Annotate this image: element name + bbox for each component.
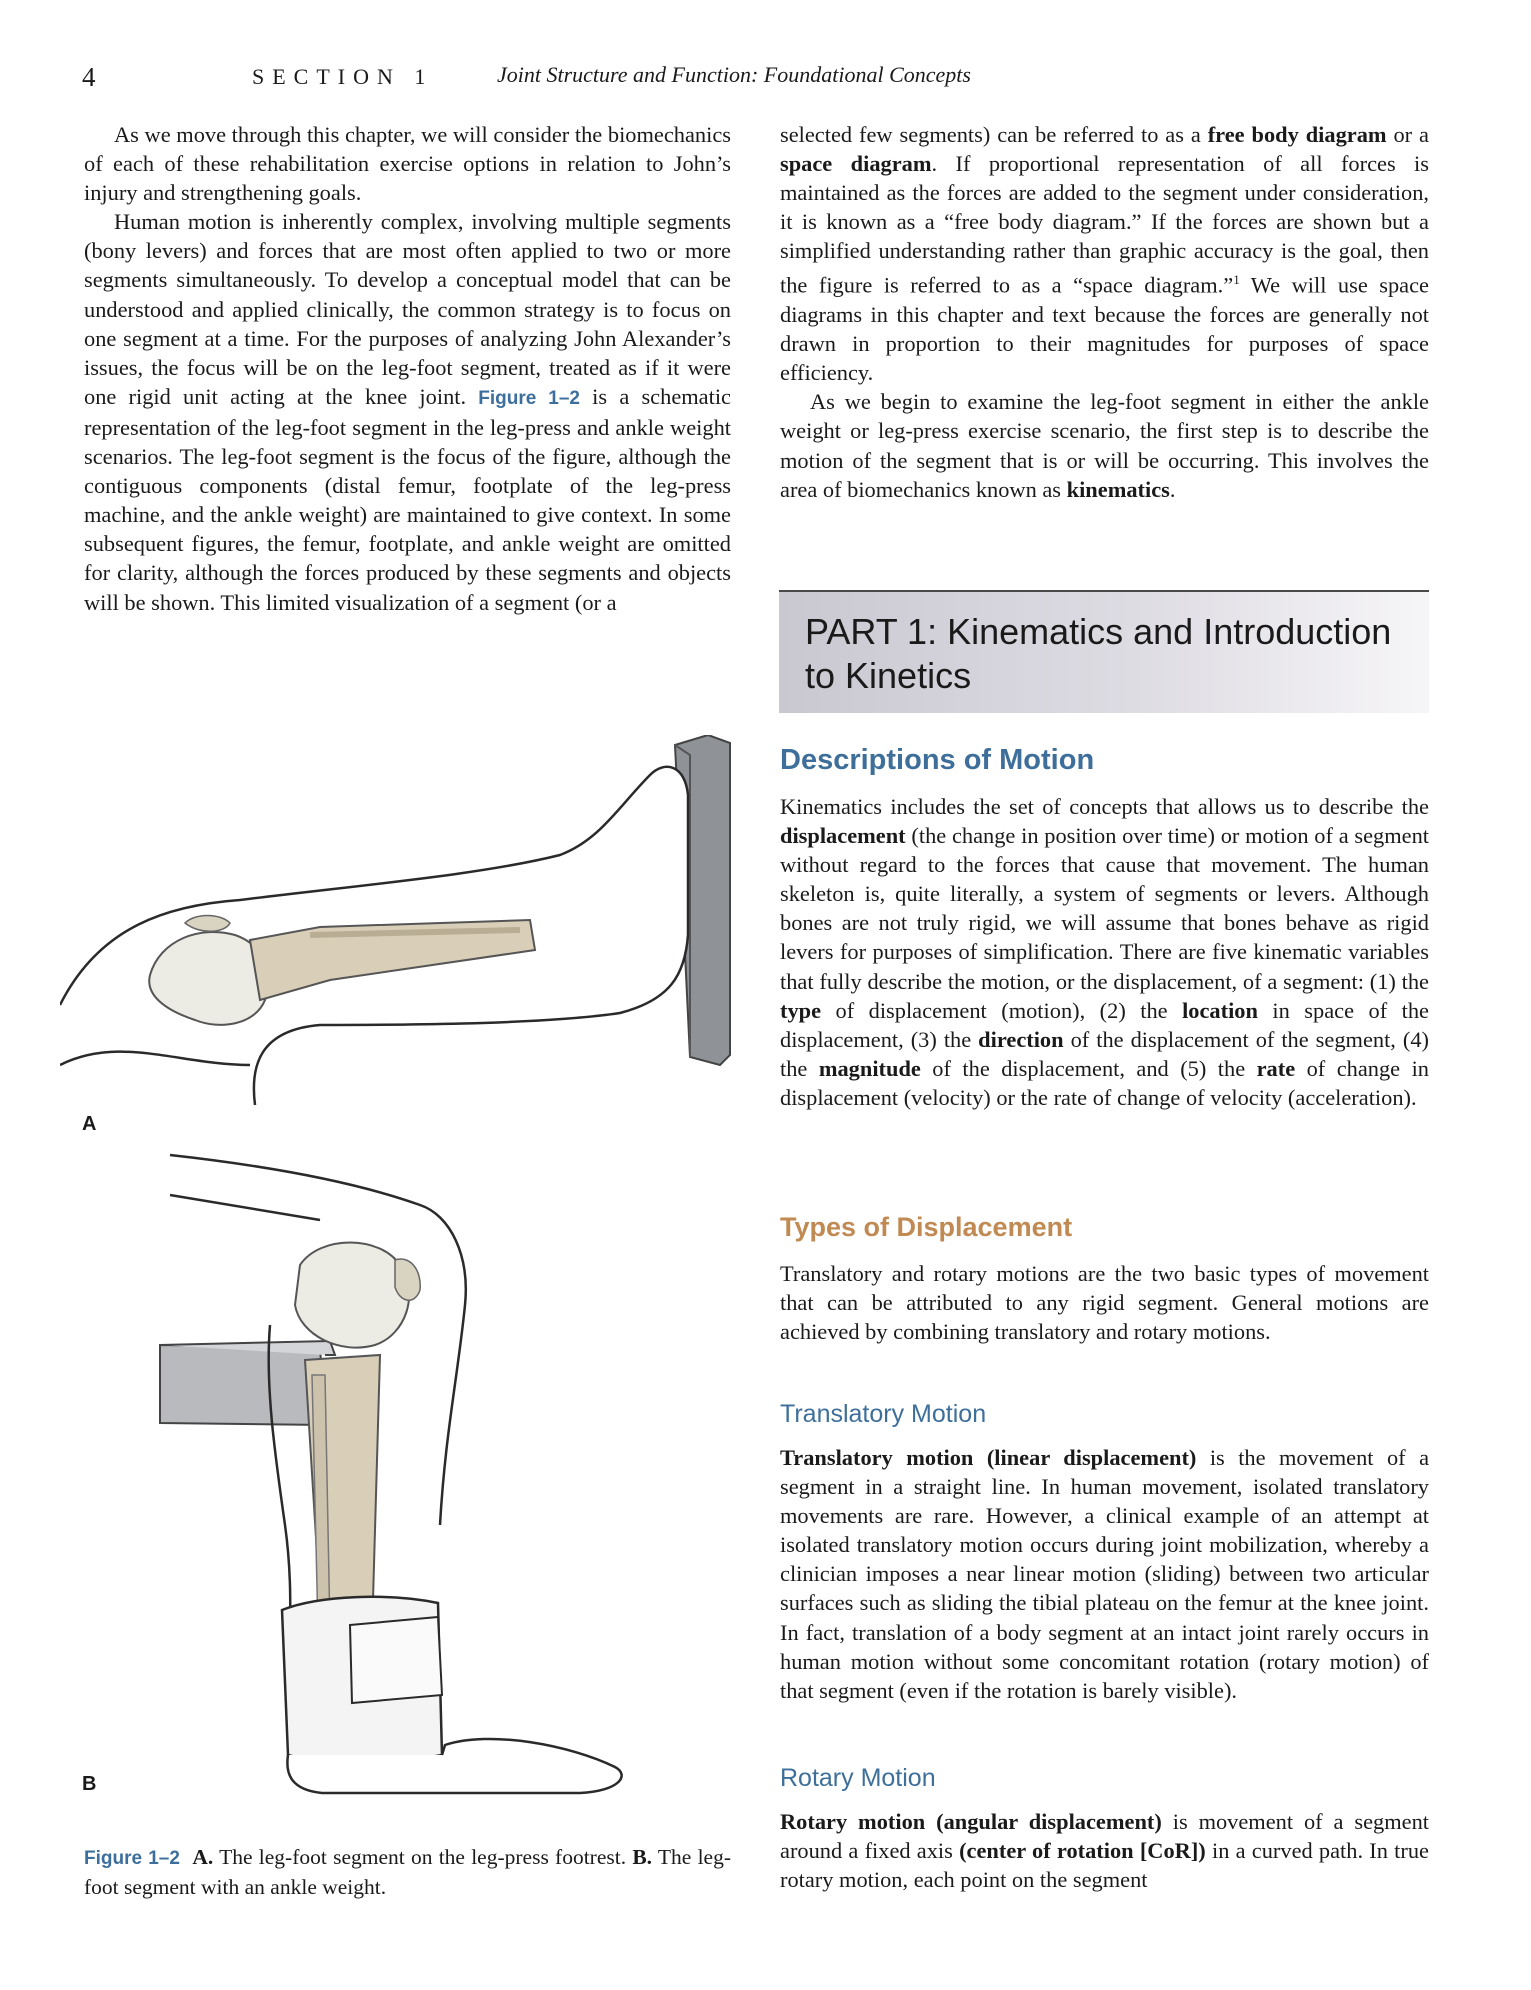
- paragraph: As we move through this chapter, we will consider the biomechanics of each of these rehabilitation exercise options in relation to John’s injury and strengthening goals.: [84, 122, 731, 206]
- figure-1-2: [60, 735, 750, 1795]
- part-heading-box: [779, 590, 1429, 713]
- sub-subsection-heading: Rotary Motion: [780, 1764, 936, 1792]
- page-number: 4: [82, 62, 96, 92]
- types-text: Translatory and rotary motions are the two basic types of movement that can be attributed to any rigid segment. General motions are achieved by combining translatory and rotary motions.: [780, 1261, 1429, 1345]
- panel-a-label: A: [82, 1113, 97, 1135]
- figure-caption: Figure 1–2 A. The leg-foot segment on the leg-press footrest. B. The leg-foot segment with an ankle weight.: [84, 1845, 731, 1899]
- paragraph: As we begin to examine the leg-foot segment in either the ankle weight or leg-press exercise scenario, the first step is to describe the motion of the segment that is or will be occurring. This involves the area of biomechanics known as kinematics.: [780, 389, 1429, 502]
- subsection-heading: Types of Displacement: [780, 1212, 1073, 1242]
- panel-a-drawing: [60, 735, 730, 1105]
- running-title: Joint Structure and Function: Foundational Concepts: [497, 62, 971, 87]
- panel-b-drawing: [160, 1155, 622, 1793]
- paragraph: selected few segments) can be referred to as a free body diagram or a space diagram. If proportional representation of all forces is maintained as the forces are added to the segment under consideration, it is known as a “free body diagram.” If the forces are shown but a simplified understanding rather than graphic accuracy is the goal, then the figure is referred to as a “space diagram.”$^1$ We will use space diagrams in this chapter and text because the forces are generally not drawn in proportion to their magnitudes for purposes of space efficiency.: [780, 122, 1429, 386]
- panel-b-label: B: [82, 1773, 97, 1795]
- descriptions-text: Kinematics includes the set of concepts that allows us to describe the displacement (the change in position over time) or motion of a segment without regard to the forces that cause that movement. The human skeleton is, quite literally, a system of segments or levers. Although bones are not truly rigid, we will assume that bones behave as rigid levers for purposes of simplification. There are five kinematic variables that fully describe the motion, or the displacement, of a segment: (1) the type of displacement (motion), (2) the location in space of the displacement, (3) the direction of the displacement of the segment, (4) the magnitude of the displacement, and (5) the rate of change in displacement (velocity) or the rate of change of velocity (acceleration).: [780, 794, 1429, 1110]
- figure-reference-link[interactable]: Figure 1–2: [478, 387, 580, 409]
- leg-illustration: [60, 735, 750, 1795]
- rotary-text: Rotary motion (angular displacement) is movement of a segment around a fixed axis (center of rotation [CoR]) in a curved path. In true rotary motion, each point on the segment: [780, 1809, 1429, 1893]
- section-heading: Descriptions of Motion: [780, 744, 1095, 776]
- left-column: [84, 120, 731, 617]
- part-title: PART 1: Kinematics and Introduction to Kinetics: [805, 611, 1392, 696]
- sub-subsection-heading: Translatory Motion: [780, 1400, 987, 1428]
- right-column-top: [780, 120, 1429, 504]
- page-header: [82, 62, 1432, 102]
- translatory-text: Translatory motion (linear displacement) is the movement of a segment in a straight line. In human movement, isolated translatory movements are rare. However, a clinical example of an attempt at isolated translatory motion occurs during joint mobilization, whereby a clinician imposes a near linear motion (sliding) between two articular surfaces such as sliding the tibial plateau on the femur at the knee joint. In fact, translation of a body segment at an intact joint rarely occurs in human motion without some concomitant rotation (rotary motion) of that segment (even if the rotation is barely visible).: [780, 1445, 1430, 1703]
- caption-figure-ref: Figure 1–2: [84, 1848, 180, 1869]
- section-label: SECTION 1: [252, 64, 434, 89]
- paragraph: Human motion is inherently complex, involving multiple segments (bony levers) and forces that are most often applied to two or more segments simultaneously. To develop a conceptual model that can be understood and applied clinically, the common strategy is to focus on one segment at a time. For the purposes of analyzing John Alexander’s issues, the focus will be on the leg-foot segment, treated as if it were one rigid unit acting at the knee joint. Figure 1–2 is a schematic representation of the leg-foot segment in the leg-press and ankle weight scenarios. The leg-foot segment is the focus of the figure, although the contiguous components (distal femur, footplate of the leg-press machine, and the ankle weight) are maintained to give context. In some subsequent figures, the femur, footplate, and ankle weight are omitted for clarity, although the forces produced by these segments and objects will be shown. This limited visualization of a segment (or a: [84, 209, 731, 615]
